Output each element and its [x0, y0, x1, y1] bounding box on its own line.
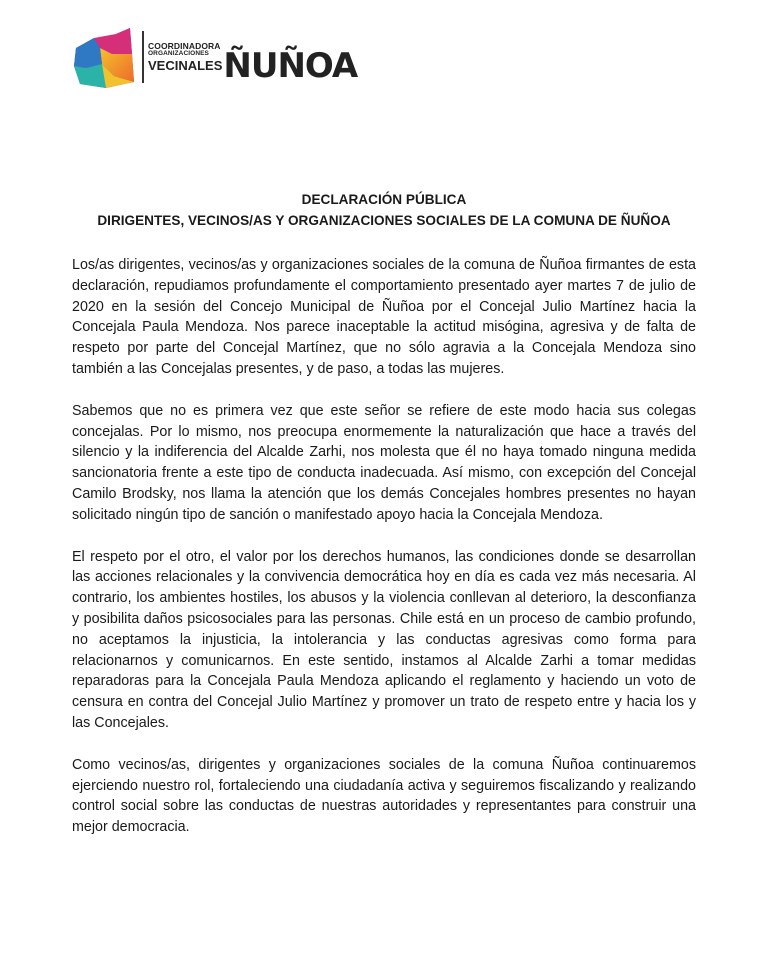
document-title: DECLARACIÓN PÚBLICA [301, 192, 467, 207]
logo-divider [142, 31, 144, 83]
logo-big-text: ÑUÑOA [223, 46, 358, 86]
organization-logo [72, 24, 357, 90]
document-heading [72, 189, 696, 231]
logo-line-2: ORGANIZACIONES [148, 49, 209, 57]
document-subtitle: DIRIGENTES, VECINOS/AS Y ORGANIZACIONES SOCIALES DE LA COMUNA DE ÑUÑOA [97, 213, 671, 228]
paragraph-3: El respeto por el otro, el valor por los derechos humanos, las condiciones donde se desarrollan las acciones relacionales y la convivencia democrática hoy en día es cada vez más necesaria. Al contrario, los ambientes hostiles, los abusos y la violencia conllevan al deterioro, la desconfianza y posibilita daños psicosociales para las personas. Chile está en un proceso de cambio profundo, no aceptamos la injusticia, la intolerancia y las conductas agresivas como forma para relacionarnos y comunicarnos. En este sentido, instamos al Alcalde Zarhi a tomar medidas reparadoras para la Concejala Paula Mendoza aplicando el reglamento y haciendo un voto de censura en contra del Concejal Julio Martínez y promover un trato de respeto entre y hacia los y las Concejales. [72, 548, 696, 731]
logo-mark-icon [72, 24, 136, 90]
paragraph-1: Los/as dirigentes, vecinos/as y organizaciones sociales de la comuna de Ñuñoa firmantes de esta declaración, repudiamos profundamente el comportamiento presentado ayer martes 7 de julio de 2020 en la sesión del Concejo Municipal de Ñuñoa por el Concejal Julio Martínez hacia la Concejala Paula Mendoza. Nos parece inaceptable la actitud misógina, agresiva y de falta de respeto por parte del Concejal Martínez, que no sólo agravia a la Concejala Mendoza sino también a las Concejalas presentes, y de paso, a todas las mujeres. [72, 257, 696, 377]
logo-line-1: COORDINADORA [148, 41, 221, 51]
paragraph-2: Sabemos que no es primera vez que este señor se refiere de este modo hacia sus colegas concejalas. Por lo mismo, nos preocupa enormemente la naturalización que hace a través del silencio y la indiferencia del Alcalde Zarhi, nos molesta que él no haya tomado ninguna medida sancionatoria frente a este tipo de conducta inadecuada. Así mismo, con excepción del Concejal Camilo Brodsky, nos llama la atención que los demás Concejales hombres presentes no hayan solicitado ningún tipo de sanción o manifestado apoyo hacia la Concejala Mendoza. [72, 402, 696, 523]
logo-line-3: VECINALES [148, 58, 223, 73]
declaration-body [72, 255, 696, 859]
paragraph-4: Como vecinos/as, dirigentes y organizaciones sociales de la comuna Ñuñoa continuaremos ejerciendo nuestro rol, fortaleciendo una ciudadanía activa y seguiremos fiscalizando y realizando control social sobre las conductas de nuestras autoridades y representantes para construir una mejor democracia. [72, 756, 696, 836]
logo-wordmark [148, 42, 222, 72]
